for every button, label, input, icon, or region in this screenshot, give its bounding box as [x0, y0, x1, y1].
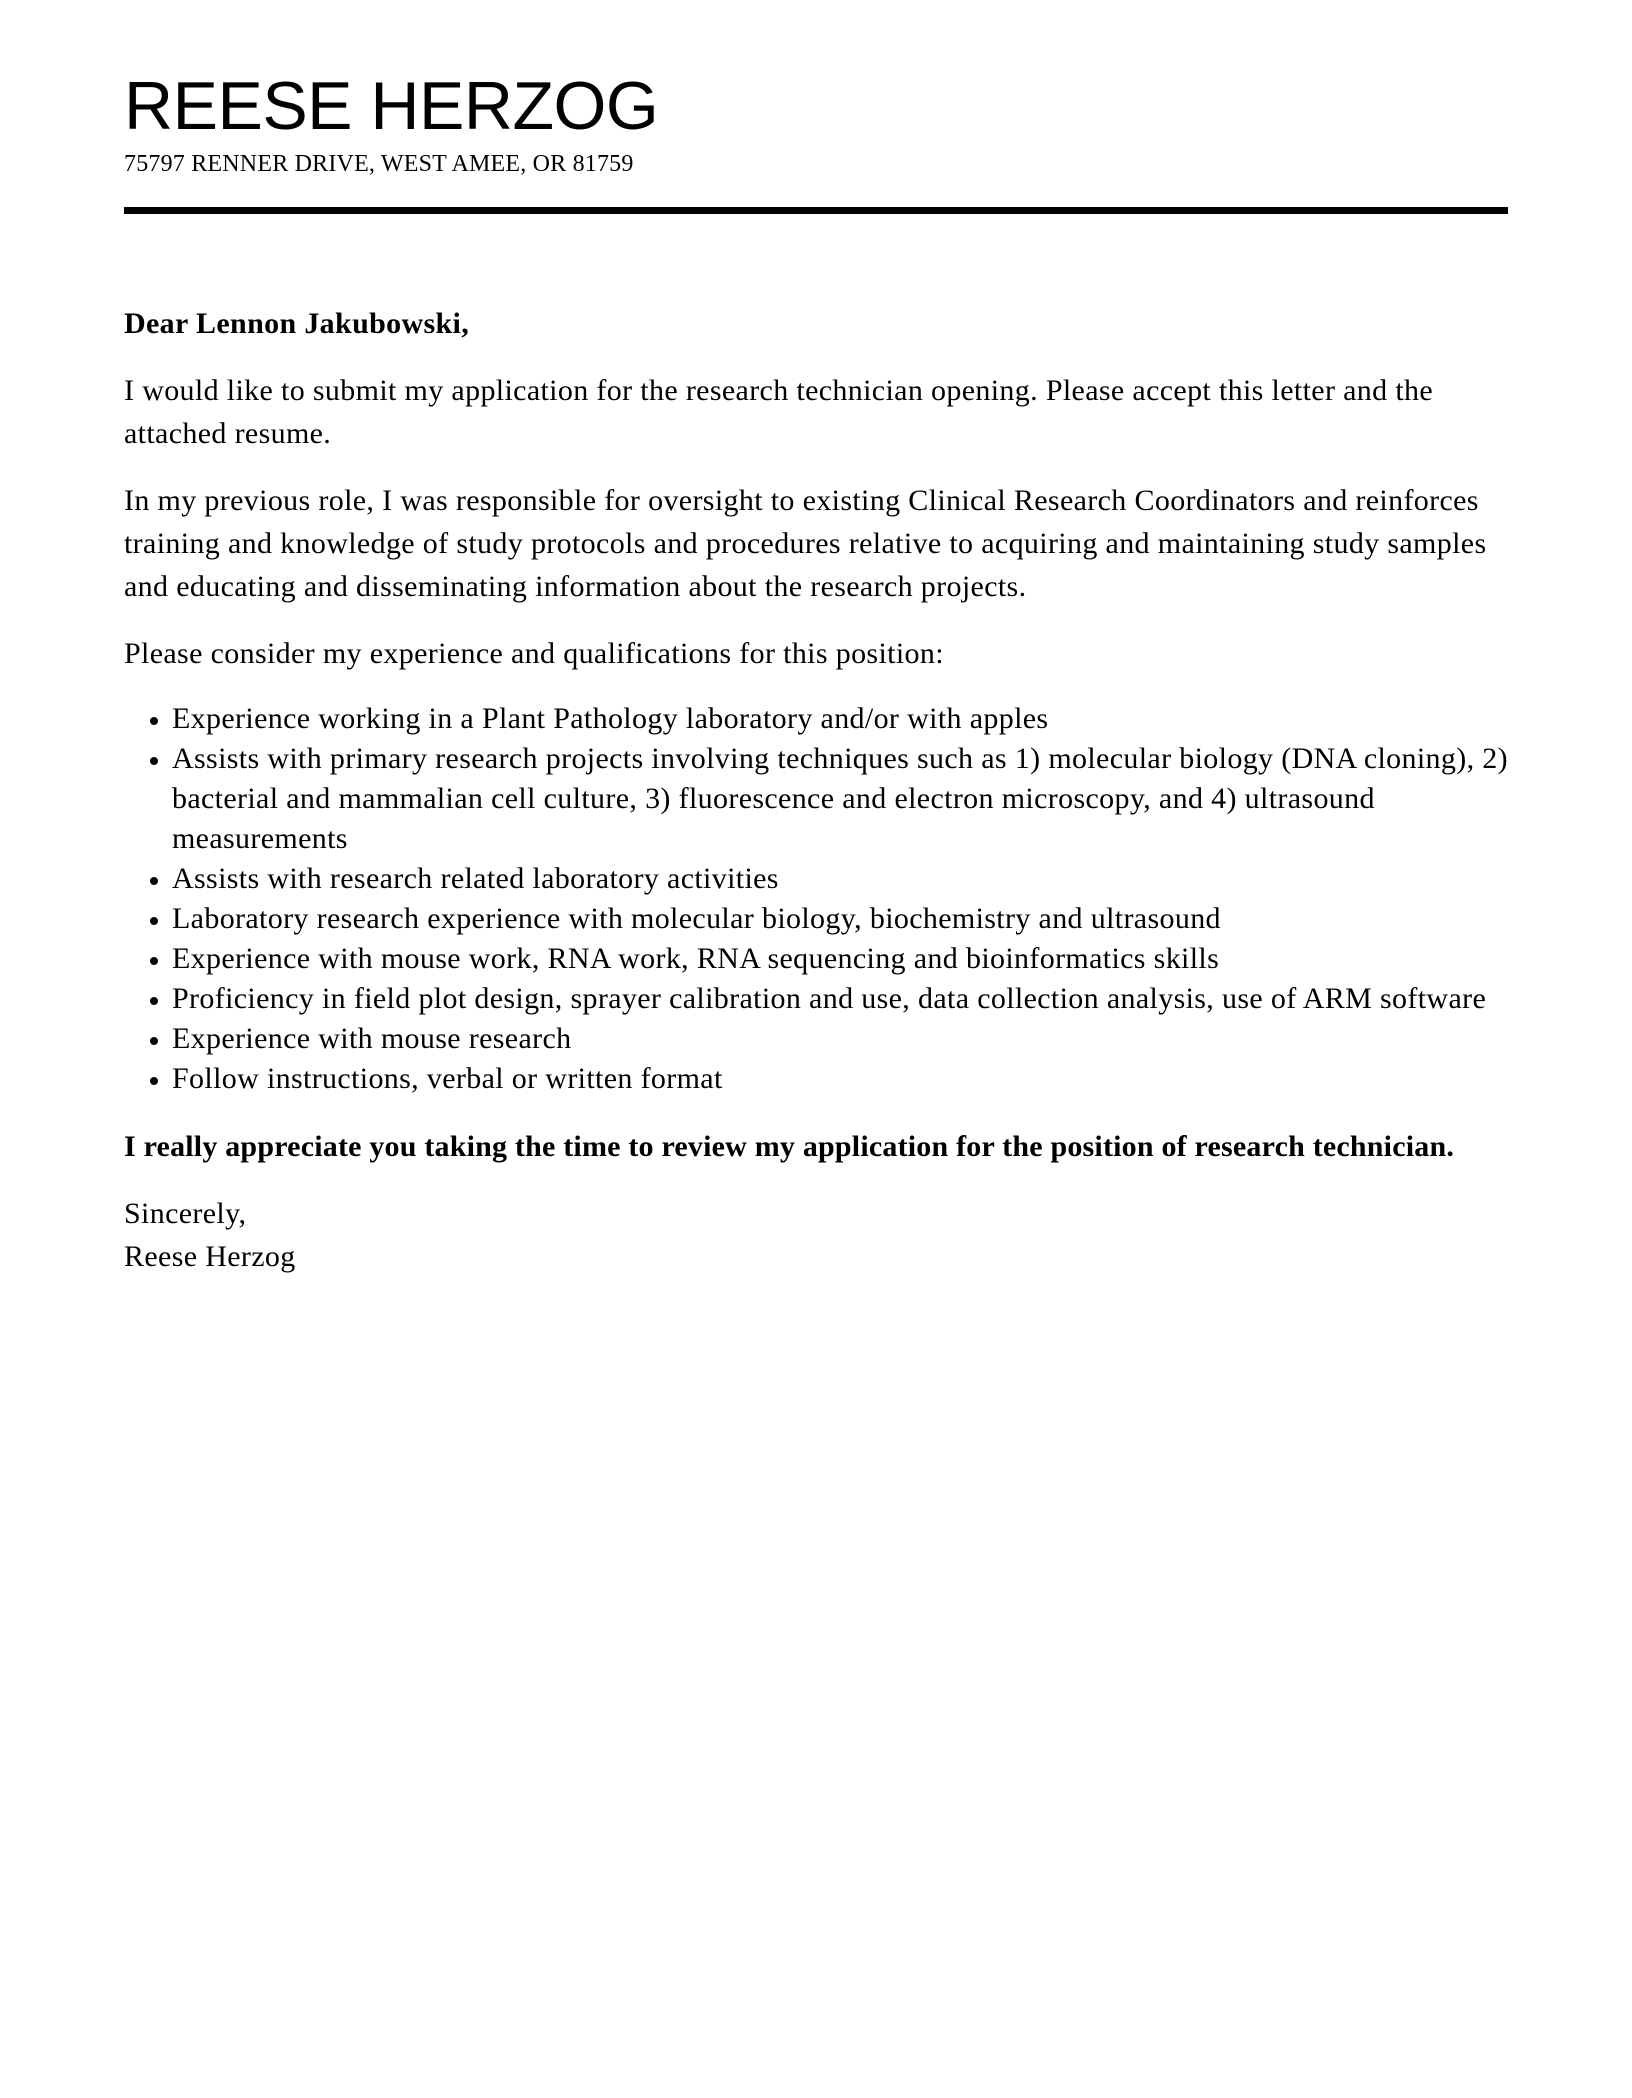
- qualifications-intro: Please consider my experience and qualifications for this position:: [124, 637, 944, 670]
- experience-paragraph: In my previous role, I was responsible for oversight to existing Clinical Research Coordinators and reinforces training and knowledge of study protocols and procedures relative to acquiring and maintaining study samples and educating and disseminating information about the research projects.: [124, 484, 1487, 603]
- applicant-name: REESE HERZOG: [124, 68, 659, 144]
- list-item: • Follow instructions, verbal or written format: [172, 1059, 1508, 1099]
- intro-paragraph: I would like to submit my application for the research technician opening. Please accept this letter and the attached resume.: [124, 374, 1434, 450]
- list-item: • Assists with primary research projects involving techniques such as 1) molecular biology (DNA cloning), 2) bacterial and mammalian cell culture, 3) fluorescence and electron microscopy, and 4) ultrasound measurements: [172, 739, 1508, 859]
- signature: Reese Herzog: [124, 1240, 296, 1273]
- list-item: • Proficiency in field plot design, sprayer calibration and use, data collection analysis, use of ARM software: [172, 979, 1508, 1019]
- signoff: Sincerely,: [124, 1197, 247, 1230]
- closing-statement: I really appreciate you taking the time to review my application for the position of research technician.: [124, 1130, 1455, 1163]
- list-item: • Assists with research related laboratory activities: [172, 859, 1508, 899]
- salutation: Dear Lennon Jakubowski,: [124, 307, 470, 340]
- list-item: • Experience working in a Plant Pathology laboratory and/or with apples: [172, 699, 1508, 739]
- applicant-address: 75797 RENNER DRIVE, WEST AMEE, OR 81759: [124, 151, 634, 177]
- list-item: • Experience with mouse work, RNA work, RNA sequencing and bioinformatics skills: [172, 939, 1508, 979]
- letter-body: [124, 302, 1508, 1278]
- header-divider: [124, 207, 1508, 214]
- qualifications-list: [124, 699, 1508, 1099]
- list-item: • Laboratory research experience with molecular biology, biochemistry and ultrasound: [172, 899, 1508, 939]
- list-item: • Experience with mouse research: [172, 1019, 1508, 1059]
